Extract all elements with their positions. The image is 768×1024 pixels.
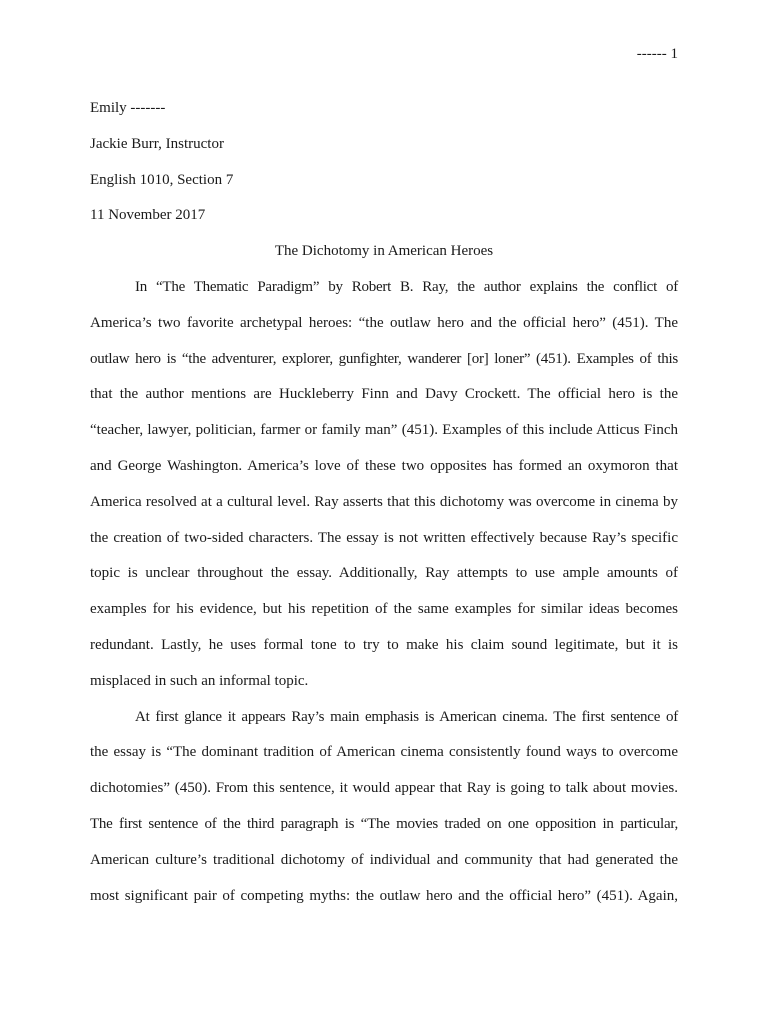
- paragraph-line: “teacher, lawyer, politician, farmer or family man” (451). Examples of this include Atticus Finch: [90, 422, 678, 439]
- paragraph-line: The first sentence of the third paragraph is “The movies traded on one opposition in particular,: [90, 815, 678, 832]
- paragraph-line: At first glance it appears Ray’s main emphasis is American cinema. The first sentence of: [135, 708, 678, 725]
- paragraph-line: America resolved at a cultural level. Ray asserts that this dichotomy was overcome in cinema by: [90, 493, 678, 510]
- paragraph-line: misplaced in such an informal topic.: [90, 672, 309, 689]
- essay-date: 11 November 2017: [90, 207, 206, 224]
- paragraph-line: the essay is “The dominant tradition of American cinema consistently found ways to overcome: [90, 744, 678, 761]
- course-info: English 1010, Section 7: [90, 171, 234, 188]
- essay-body: [90, 91, 678, 914]
- paragraph-line: most significant pair of competing myths: the outlaw hero and the official hero” (451). Again,: [90, 887, 678, 904]
- paragraph-line: the creation of two-sided characters. The essay is not written effectively because Ray’s specific: [90, 529, 678, 546]
- paragraph-line: topic is unclear throughout the essay. Additionally, Ray attempts to use ample amounts of: [90, 565, 678, 582]
- paragraph-line: examples for his evidence, but his repetition of the same examples for similar ideas becomes: [90, 601, 678, 618]
- paragraph-line: In “The Thematic Paradigm” by Robert B. Ray, the author explains the conflict of: [135, 278, 678, 295]
- paragraph-line: dichotomies” (450). From this sentence, it would appear that Ray is going to talk about movies.: [90, 780, 678, 797]
- page-number-header: ------ 1: [636, 46, 678, 62]
- instructor-name: Jackie Burr, Instructor: [90, 135, 224, 152]
- paragraph-1: [90, 270, 678, 700]
- paragraph-line: America’s two favorite archetypal heroes: “the outlaw hero and the official hero” (451). The: [90, 314, 678, 331]
- paragraph-line: that the author mentions are Huckleberry Finn and Davy Crockett. The official hero is the: [90, 386, 678, 403]
- essay-title: The Dichotomy in American Heroes: [274, 243, 494, 260]
- paragraph-line: redundant. Lastly, he uses formal tone to try to make his claim sound legitimate, but it is: [90, 636, 678, 653]
- paragraph-line: American culture’s traditional dichotomy of individual and community that had generated the: [90, 851, 678, 868]
- paragraph-line: outlaw hero is “the adventurer, explorer, gunfighter, wanderer [or] loner” (451). Examples of this: [90, 350, 678, 367]
- student-name: Emily -------: [90, 100, 166, 116]
- paragraph-line: and George Washington. America’s love of these two opposites has formed an oxymoron that: [90, 457, 678, 474]
- paragraph-2: [90, 700, 678, 915]
